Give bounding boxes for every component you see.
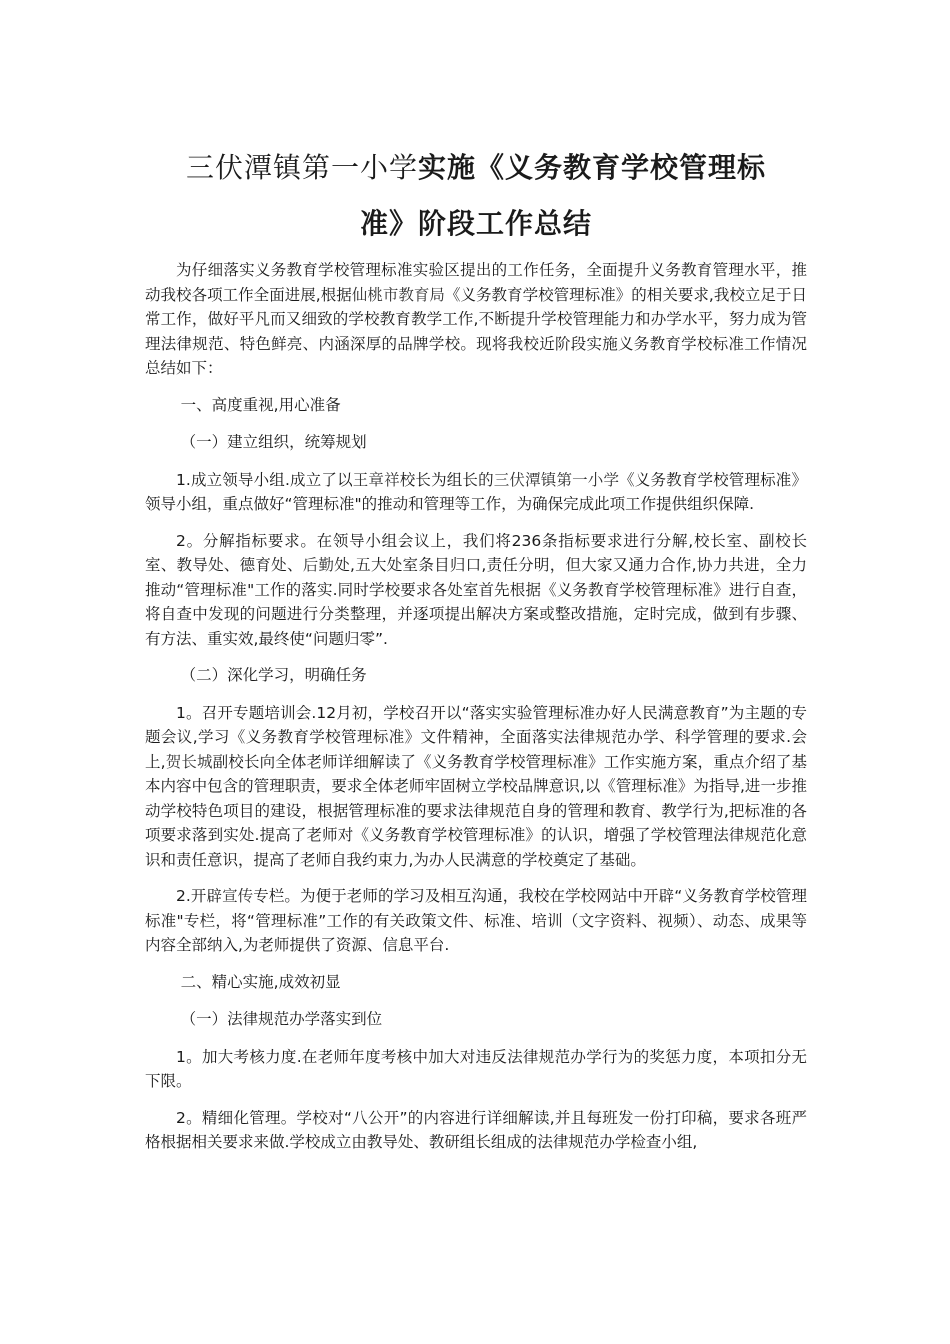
paragraph-2 bbox=[145, 529, 807, 652]
p1-school-name: 三伏潭镇第一小学 bbox=[493, 470, 620, 489]
p2-logistics: 后勤 bbox=[302, 556, 335, 574]
title-line-1 bbox=[145, 140, 807, 196]
title-school-name: 三伏潭镇第一小学 bbox=[185, 151, 418, 184]
p3-text-c: 副校长向全体老师详细解读了《义务教育学校管理标准》工作实施方案，重点介绍了基本内容中包含的管理职责，要求全体老师牢固树立学校品牌意识,以《管理标准》为指导,进一步推动学校特色项目的建设，根据管理标准的要求法律规范自身的管理和教育、教学行为,把标准的各项要求落到实处.提高了老师对《义务教育学校管理标准》的认识，增强了学校管理法律规范化意识和责任意识，提高了老师自我约束力,为办人民满意的学校奠定了基础。 bbox=[145, 752, 807, 869]
section-heading-1: 一、高度重视,用心准备 bbox=[180, 395, 341, 414]
p4-publicity: 宣传 bbox=[222, 887, 254, 905]
paragraph-4 bbox=[145, 884, 807, 958]
subsection-heading-1-1: （一）建立组织，统筹规划 bbox=[180, 433, 367, 451]
p1-text-c: 校长为组长的 bbox=[399, 470, 494, 489]
p3-vice-principal-name: 贺长城 bbox=[165, 752, 213, 771]
intro-paragraph bbox=[145, 258, 807, 381]
title-line-2: 准》阶段工作总结 bbox=[359, 207, 592, 240]
p1-principal-name: 王章祥 bbox=[352, 470, 400, 489]
p4-text-a: 2.开辟 bbox=[176, 887, 223, 905]
paragraph-5: 1。加大考核力度.在老师年度考核中加大对违反法律规范办学行为的奖惩力度，本项扣分无下限。 bbox=[145, 1047, 807, 1090]
intro-text-a: 为仔细落实义务教育学校管理标准实验区提出的工作任务，全面提升义务教育管理水平，推动我校各项工作全面进展,根据 bbox=[145, 261, 807, 304]
paragraph-6: 2。精细化管理。学校对“八公开”的内容进行详细解读,并且每班发一份打印稿，要求各班严格根据相关要求来做.学校成立由教导处、教研组长组成的法律规范办学检查小组, bbox=[145, 1108, 807, 1151]
paragraph-3 bbox=[145, 701, 807, 873]
title-topic: 实施《义务教育学校管理标 bbox=[418, 151, 767, 184]
section-heading-2: 二、精心实施,成效初显 bbox=[180, 972, 341, 991]
subsection-heading-2-1: （一）法律规范办学落实到位 bbox=[180, 1010, 383, 1028]
p1-text-e: 《义务教育学校管理标准》领导小组，重点做好“管理标准"的推动和管理等工作，为确保完成此项工作提供组织保障. bbox=[145, 470, 807, 513]
p1-text-a: 1.成立领导小组.成立了以 bbox=[176, 470, 353, 489]
p4-text-c: 专栏。为便于老师的学习及相互沟通，我校在学校网站中开辟“义务教育学校管理标准"专栏，将“管理标准”工作的有关政策文件、标准、培训（文字资料、视频）、动态、成果等内容全部纳入,为老师提供了资源、信息平台. bbox=[145, 887, 807, 954]
document-title bbox=[145, 140, 807, 252]
p2-text-c: 处,五大处室条目归口,责任分明，但大家又通力合作,协力共进，全力推动“管理标准"工作的落实.同时学校要求各处室首先根据《义务教育学校管理标准》进行自查，将自查中发现的问题进行分类整理，并逐项提出解决方案或整改措施，定时完成，做到有步骤、有方法、重实效,最终使“问题归零”. bbox=[145, 556, 807, 648]
p2-text-a: 2。分解指标要求。在领导小组会议上，我们将236条指标要求进行分解,校长室、副校长室、教导处、德育处、 bbox=[145, 531, 807, 574]
document-page bbox=[145, 140, 807, 1167]
subsection-heading-1-2: （二）深化学习，明确任务 bbox=[180, 666, 367, 684]
intro-bureau-name: 仙桃市教育局 bbox=[351, 285, 445, 304]
p3-text-a: 1。召开专题培训会.12月初，学校召开以“落实实验管理标准办好人民满意教育”为主题的专题会议,学习《义务教育学校管理标准》文件精神，全面落实法律规范办学、科学管理的要求.会上, bbox=[145, 703, 807, 771]
intro-text-c: 《义务教育学校管理标准》的相关要求,我校立足于日常工作，做好平凡而又细致的学校教育教学工作,不断提升学校管理能力和办学水平，努力成为管理法律规范、特色鲜亮、内涵深厚的品牌学校。现将我校近阶段实施义务教育学校标准工作情况总结如下： bbox=[145, 285, 807, 377]
paragraph-1 bbox=[145, 468, 807, 517]
